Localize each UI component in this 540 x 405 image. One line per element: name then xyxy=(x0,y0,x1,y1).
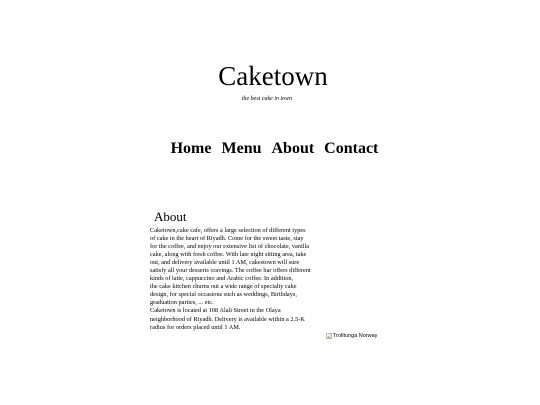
about-line: of cake in the heart of Riyadh. Come for the sweet taste, stay xyxy=(150,235,304,243)
about-heading: About xyxy=(154,209,187,224)
main-nav xyxy=(0,139,540,159)
nav-link-contact[interactable]: Contact xyxy=(324,140,379,157)
site-title: Caketown xyxy=(218,61,328,91)
about-line: out, and delivery available until 1 AM, cakestown will sure xyxy=(150,259,300,267)
nav-link-home[interactable]: Home xyxy=(170,140,212,157)
broken-image xyxy=(326,331,377,341)
about-line: kinds of latte, cappuccino and Arabic coffee. In addition, xyxy=(150,275,294,283)
about-line: neighborhood of Riyadh. Delivery is available within a 2.5-K xyxy=(150,315,305,323)
nav-link-about[interactable]: About xyxy=(271,140,315,157)
about-line: design, for special occasions such as weddings, Birthdays, xyxy=(150,291,297,299)
site-tagline: the best cake in town xyxy=(241,96,293,102)
about-section xyxy=(150,209,330,332)
about-line: cake, along with fresh coffee. With late night sitting area, take xyxy=(150,251,307,259)
broken-image-icon xyxy=(326,333,332,339)
nav-link-menu[interactable]: Menu xyxy=(221,140,262,157)
about-line: radius for orders placed until 1 AM. xyxy=(150,323,241,331)
about-line: graduation parties, ... etc. xyxy=(150,299,214,307)
about-line: satisfy all your desserts cravings. The coffee bar offers different xyxy=(150,267,311,275)
about-line: for the coffee, and enjoy our extensive list of chocolate, vanilla xyxy=(150,243,309,251)
about-text xyxy=(150,227,326,332)
broken-image-alt-text: Trolltunga Norway xyxy=(333,333,378,339)
about-line: Caketown,cake cafe, offers a large selection of different types xyxy=(150,227,306,234)
about-line: the cake kitchen churns out a wide range of specialty cake xyxy=(150,283,297,291)
about-line: Caketown is located at 108 Alali Street in the Olaya xyxy=(150,307,281,315)
